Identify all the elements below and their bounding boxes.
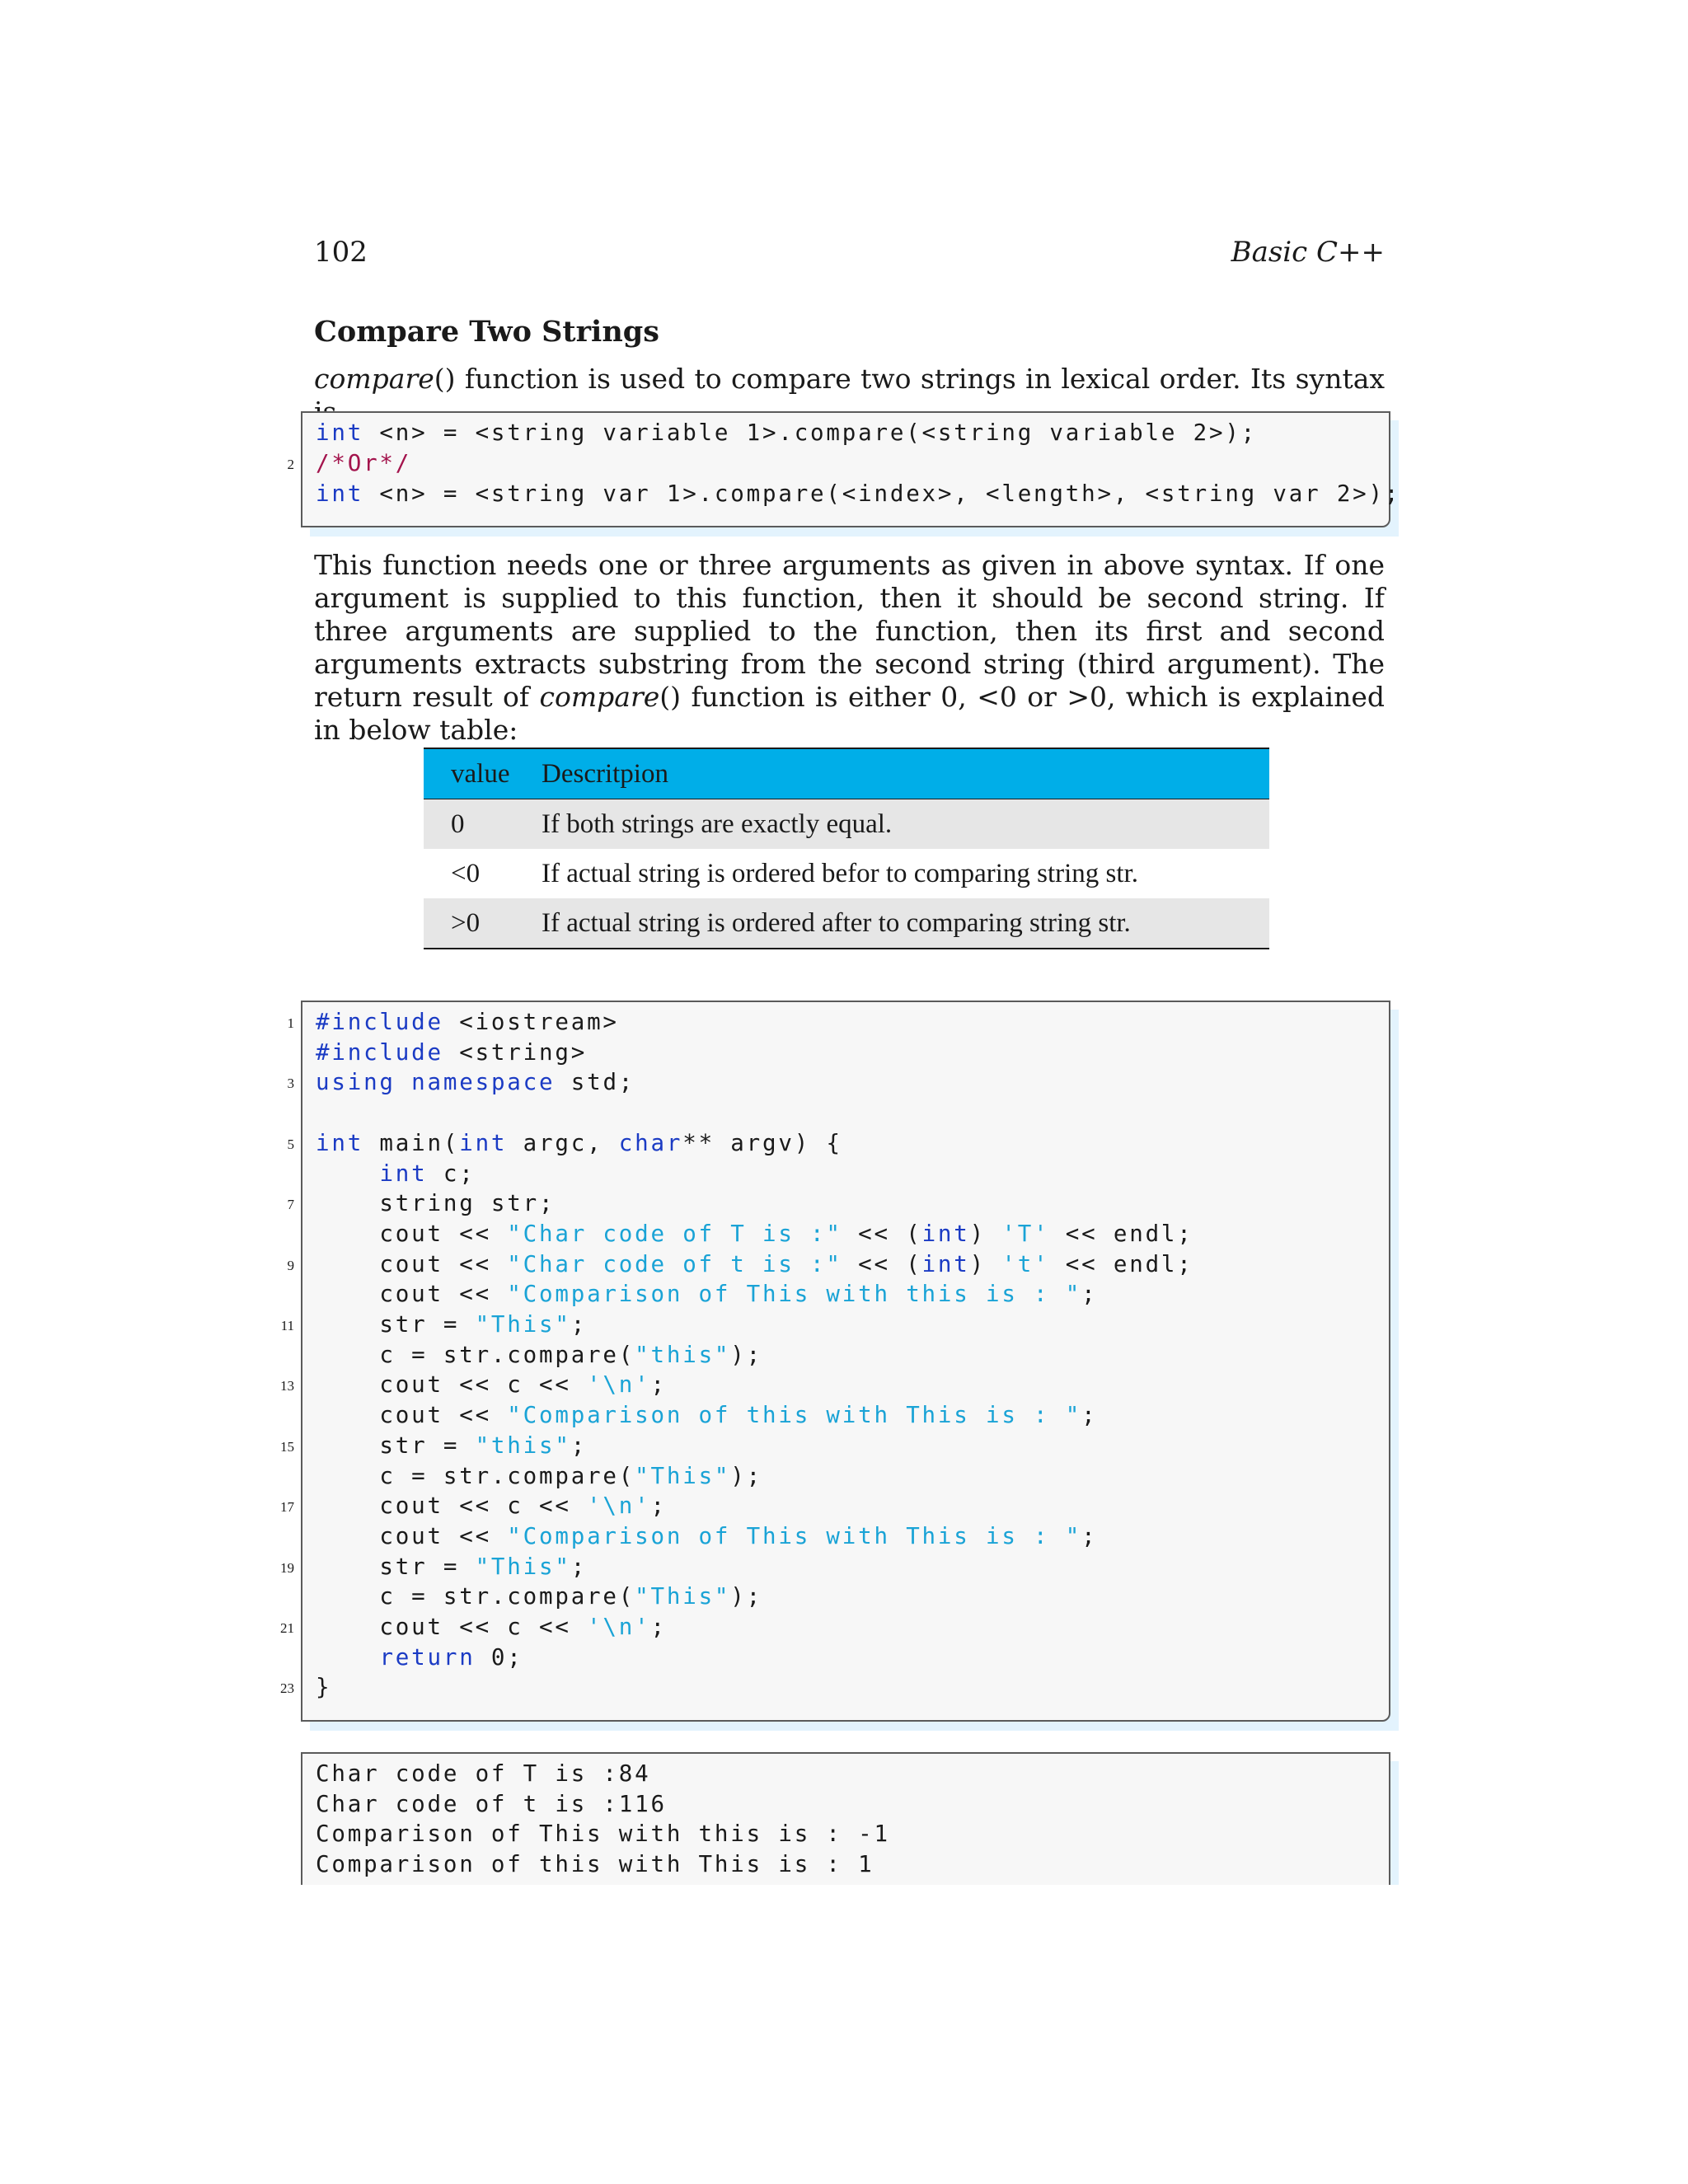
- code-line: [316, 1370, 667, 1400]
- code-keyword: int: [459, 1129, 508, 1156]
- code-line: [316, 1612, 667, 1643]
- code-string: "Char code of t is :": [507, 1250, 842, 1277]
- code-line: [316, 1461, 762, 1492]
- code-text: cout <<: [316, 1402, 508, 1429]
- code-text: );: [730, 1583, 762, 1610]
- code-text: cout << c <<: [316, 1493, 588, 1520]
- code-text: ;: [570, 1432, 588, 1459]
- column-header-description: Descritpion: [542, 748, 1269, 799]
- column-header-value: value: [424, 748, 542, 799]
- code-comment: /*Or*/: [316, 450, 412, 476]
- code-string: "this": [635, 1341, 731, 1368]
- code-keyword: int: [316, 480, 364, 507]
- line-number: 13: [280, 1378, 294, 1394]
- table-cell-value: >0: [424, 898, 542, 949]
- table-cell-description: If actual string is ordered after to comparing string str.: [542, 898, 1269, 949]
- code-text: std;: [555, 1069, 635, 1096]
- code-text: cout <<: [316, 1281, 508, 1308]
- output-line: Comparison of This with this is : -1: [316, 1821, 890, 1848]
- code-text: argc,: [507, 1129, 619, 1156]
- code-text: cout <<: [316, 1220, 508, 1247]
- code-text: << (: [842, 1250, 922, 1277]
- code-text: ;: [1081, 1522, 1098, 1549]
- line-number: 7: [287, 1197, 294, 1213]
- code-string: '\n': [587, 1493, 651, 1520]
- code-string: "Comparison of This with This is : ": [507, 1522, 1082, 1549]
- code-line: [316, 1007, 619, 1038]
- line-number: 17: [280, 1499, 294, 1516]
- code-text: cout <<: [316, 1250, 508, 1277]
- code-text: [316, 1160, 379, 1187]
- section-title: Compare Two Strings: [314, 315, 659, 349]
- intro-text: () function is used to compare two strings in lexical order. Its syntax: [434, 363, 1385, 395]
- line-number: 21: [280, 1620, 294, 1636]
- code-text: c;: [427, 1160, 476, 1187]
- code-text: <iostream>: [443, 1009, 619, 1035]
- code-keyword: int: [316, 1129, 364, 1156]
- code-keyword: namespace: [411, 1069, 556, 1096]
- code-text: 0;: [475, 1643, 523, 1671]
- code-line: [316, 479, 1400, 509]
- description-paragraph: [314, 549, 1385, 747]
- program-output-block: [301, 1752, 1390, 1885]
- code-line: [316, 1400, 1097, 1431]
- code-text: main(: [363, 1129, 460, 1156]
- table-row: [424, 898, 1269, 949]
- code-text: str =: [316, 1432, 476, 1459]
- output-line: Comparison of this with This is : 1: [316, 1851, 874, 1878]
- description-text-1: This function needs one or three arguments as given in above syntax. If one argument is supplied to this function, then it should be second string. If three arguments are supplied to the function, then its first and second arguments extracts substring from the second string (third argument). The return result of: [314, 549, 1385, 713]
- line-number: 19: [280, 1559, 294, 1576]
- code-text: ;: [650, 1371, 667, 1399]
- code-string: "This": [635, 1462, 731, 1489]
- code-line: [316, 1219, 1193, 1249]
- code-text: c = str.compare(: [316, 1583, 635, 1610]
- line-number: 11: [280, 1318, 294, 1333]
- code-line: [316, 1188, 555, 1219]
- code-line: [316, 1552, 587, 1582]
- running-head: Basic C++: [1231, 236, 1385, 269]
- code-text: <n> = <string var 1>.compare(<index>, <length>, <string var 2>);: [363, 480, 1401, 507]
- function-name: compare: [314, 363, 434, 395]
- code-text: );: [730, 1341, 762, 1368]
- code-text: cout << c <<: [316, 1614, 588, 1640]
- code-text: << endl;: [1049, 1250, 1193, 1277]
- code-line: [316, 1038, 587, 1068]
- code-line: [316, 1249, 1193, 1280]
- code-text: c = str.compare(: [316, 1341, 635, 1368]
- code-text: ;: [650, 1493, 667, 1520]
- code-text: ;: [1081, 1402, 1098, 1429]
- code-line: [316, 1128, 842, 1159]
- code-line: [316, 1672, 331, 1703]
- code-string: 't': [1001, 1250, 1050, 1277]
- description-text-2: () function is either 0, <0 or >0, which is explained in below table:: [314, 681, 1385, 746]
- code-line: [316, 1279, 1097, 1310]
- code-text: cout <<: [316, 1522, 508, 1549]
- code-text: << endl;: [1049, 1220, 1193, 1247]
- line-number: 5: [287, 1136, 294, 1152]
- code-keyword: int: [921, 1220, 970, 1247]
- table-header-row: [424, 748, 1269, 799]
- code-line: [316, 1643, 523, 1673]
- code-line: [316, 1159, 476, 1189]
- code-keyword: using: [316, 1069, 396, 1096]
- output-line: Char code of T is :84: [316, 1760, 651, 1787]
- table-row: [424, 799, 1269, 850]
- code-text: << (: [842, 1220, 922, 1247]
- code-text: [316, 1644, 379, 1671]
- code-line: [316, 1310, 587, 1340]
- code-text: ** argv) {: [682, 1129, 842, 1156]
- code-text: string str;: [316, 1190, 556, 1217]
- code-string: "Comparison of this with This is : ": [507, 1402, 1082, 1429]
- code-line: [316, 1521, 1097, 1552]
- code-string: "Comparison of This with this is : ": [507, 1281, 1082, 1308]
- code-keyword: int: [921, 1250, 970, 1277]
- code-string: "This": [635, 1583, 731, 1610]
- code-listing-block: [280, 1001, 1390, 1722]
- code-string: "This": [475, 1553, 571, 1580]
- code-string: "Char code of T is :": [507, 1220, 842, 1247]
- code-keyword: int: [379, 1160, 428, 1187]
- return-value-table: [424, 748, 1269, 949]
- code-line: [316, 1067, 635, 1098]
- syntax-code-block: [287, 411, 1401, 527]
- table-cell-description: If actual string is ordered befor to comparing string str.: [542, 858, 1138, 888]
- code-keyword: char: [618, 1129, 683, 1156]
- code-line: [316, 448, 411, 479]
- code-keyword: #include: [316, 1009, 443, 1035]
- line-number: 3: [287, 1076, 294, 1092]
- code-text: ): [969, 1220, 1002, 1247]
- page-number: 102: [314, 236, 368, 269]
- function-name: compare: [539, 681, 660, 713]
- line-number: 23: [280, 1680, 294, 1697]
- code-text: ;: [570, 1311, 588, 1338]
- table-cell-description: If both strings are exactly equal.: [542, 808, 893, 839]
- table-row: [424, 849, 1269, 898]
- code-text: c = str.compare(: [316, 1462, 635, 1489]
- code-text: }: [316, 1674, 332, 1701]
- code-keyword: #include: [316, 1038, 443, 1066]
- code-keyword: int: [316, 419, 364, 446]
- line-number: 15: [280, 1438, 294, 1455]
- code-string: '\n': [587, 1614, 651, 1640]
- code-line: [316, 1340, 762, 1371]
- code-line: [316, 418, 1257, 448]
- code-line: [316, 1431, 587, 1461]
- code-text: ): [969, 1250, 1002, 1277]
- code-text: <n> = <string variable 1>.compare(<string variable 2>);: [363, 419, 1258, 446]
- code-keyword: return: [379, 1643, 476, 1671]
- code-text: str =: [316, 1311, 476, 1338]
- code-string: "this": [475, 1432, 571, 1459]
- output-line: Char code of t is :116: [316, 1790, 667, 1817]
- code-text: str =: [316, 1553, 476, 1580]
- line-number: 1: [287, 1015, 294, 1031]
- code-text: <string>: [443, 1038, 588, 1066]
- table-cell-value: 0: [451, 808, 465, 839]
- line-number: 2: [287, 457, 294, 472]
- code-line: [316, 1491, 667, 1521]
- code-text: [396, 1069, 411, 1095]
- table-cell-value: <0: [451, 858, 481, 888]
- code-text: ;: [650, 1614, 667, 1640]
- code-text: cout << c <<: [316, 1371, 588, 1399]
- code-text: ;: [570, 1553, 588, 1580]
- code-text: );: [730, 1462, 762, 1489]
- code-text: ;: [1081, 1281, 1098, 1308]
- line-number: 9: [287, 1257, 294, 1273]
- code-string: "This": [475, 1311, 571, 1338]
- code-string: 'T': [1001, 1220, 1050, 1247]
- code-line: [316, 1582, 762, 1612]
- code-string: '\n': [587, 1371, 651, 1399]
